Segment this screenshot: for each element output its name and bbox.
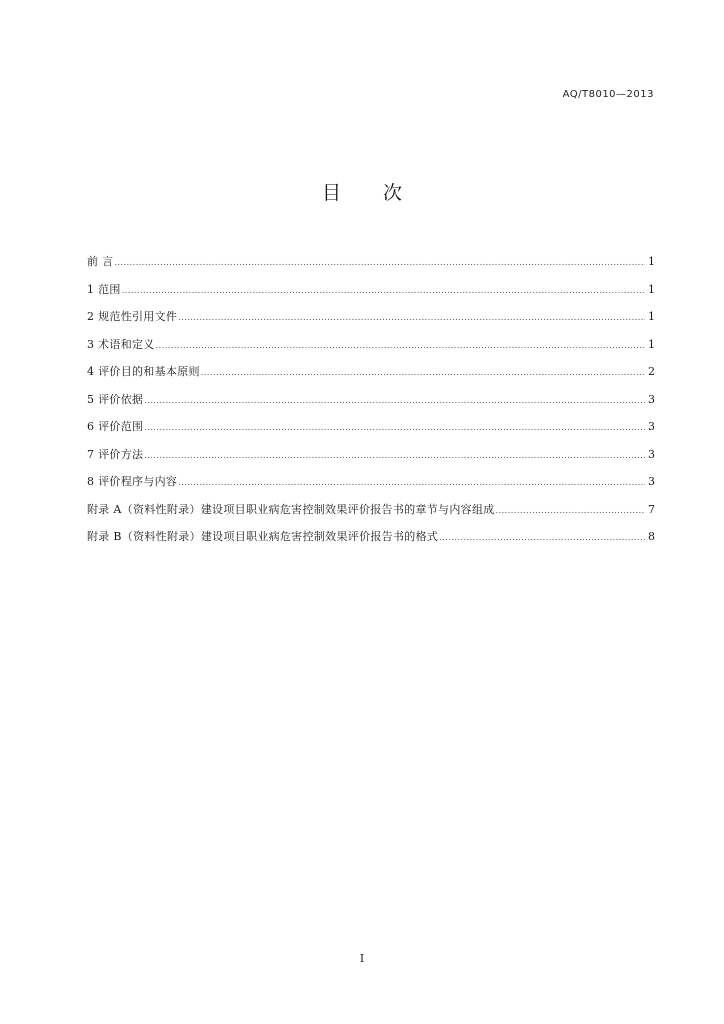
standard-code: AQ/T8010—2013	[562, 89, 654, 100]
toc-entry-purpose-principles[interactable]	[87, 365, 655, 393]
page-title: 目 次	[321, 182, 421, 204]
toc-entry-page: 8	[648, 530, 655, 543]
toc-entry-basis[interactable]	[87, 393, 655, 421]
toc-entry-range[interactable]	[87, 420, 655, 448]
toc-entry-page: 3	[648, 475, 655, 488]
toc-entry-procedure-content[interactable]	[87, 475, 655, 503]
toc-entry-page: 1	[648, 310, 655, 323]
toc-leader-dots	[178, 476, 645, 490]
toc-entry-page: 3	[648, 392, 655, 406]
toc-leader-dots	[156, 339, 645, 353]
toc-entry-label: 3 术语和定义	[87, 337, 155, 351]
toc-leader-dots	[144, 394, 645, 408]
toc-entry-label: 7 评价方法	[87, 447, 144, 461]
toc-leader-dots	[496, 504, 645, 518]
toc-entry-page: 7	[648, 502, 655, 516]
toc-entry-label: 4 评价目的和基本原则	[87, 365, 200, 378]
toc-entry-label: 2 规范性引用文件	[87, 310, 178, 323]
toc-entry-page: 3	[648, 420, 655, 433]
toc-entry-label: 5 评价依据	[87, 392, 144, 406]
toc-entry-label: 1 范围	[87, 282, 121, 296]
toc-entry-page: 2	[648, 365, 655, 378]
toc-leader-dots	[439, 531, 645, 545]
toc-entry-label: 附录 A（资料性附录）建设项目职业病危害控制效果评价报告书的章节与内容组成	[87, 502, 495, 516]
toc-entry-page: 1	[648, 255, 655, 268]
toc-entry-scope[interactable]	[87, 283, 655, 311]
toc-leader-dots	[144, 449, 645, 463]
toc-entry-appendix-a[interactable]	[87, 503, 655, 531]
toc-entry-page: 3	[648, 447, 655, 461]
toc-leader-dots	[178, 311, 645, 325]
toc-entry-label: 附录 B（资料性附录）建设项目职业病危害控制效果评价报告书的格式	[87, 530, 439, 543]
toc-entry-label: 6 评价范围	[87, 420, 144, 433]
toc-entry-normative-references[interactable]	[87, 310, 655, 338]
toc-entry-terms-definitions[interactable]	[87, 338, 655, 366]
toc-leader-dots	[114, 256, 645, 270]
toc-entry-methods[interactable]	[87, 448, 655, 476]
table-of-contents	[87, 255, 655, 558]
toc-entry-label: 8 评价程序与内容	[87, 475, 178, 488]
toc-entry-label: 前 言	[87, 255, 114, 268]
toc-leader-dots	[144, 421, 645, 435]
toc-entry-page: 1	[648, 337, 655, 351]
toc-leader-dots	[122, 284, 645, 298]
toc-leader-dots	[201, 366, 645, 380]
toc-entry-foreword[interactable]	[87, 255, 655, 283]
toc-entry-page: 1	[648, 282, 655, 296]
toc-entry-appendix-b[interactable]	[87, 530, 655, 558]
page-number: I	[359, 952, 365, 965]
